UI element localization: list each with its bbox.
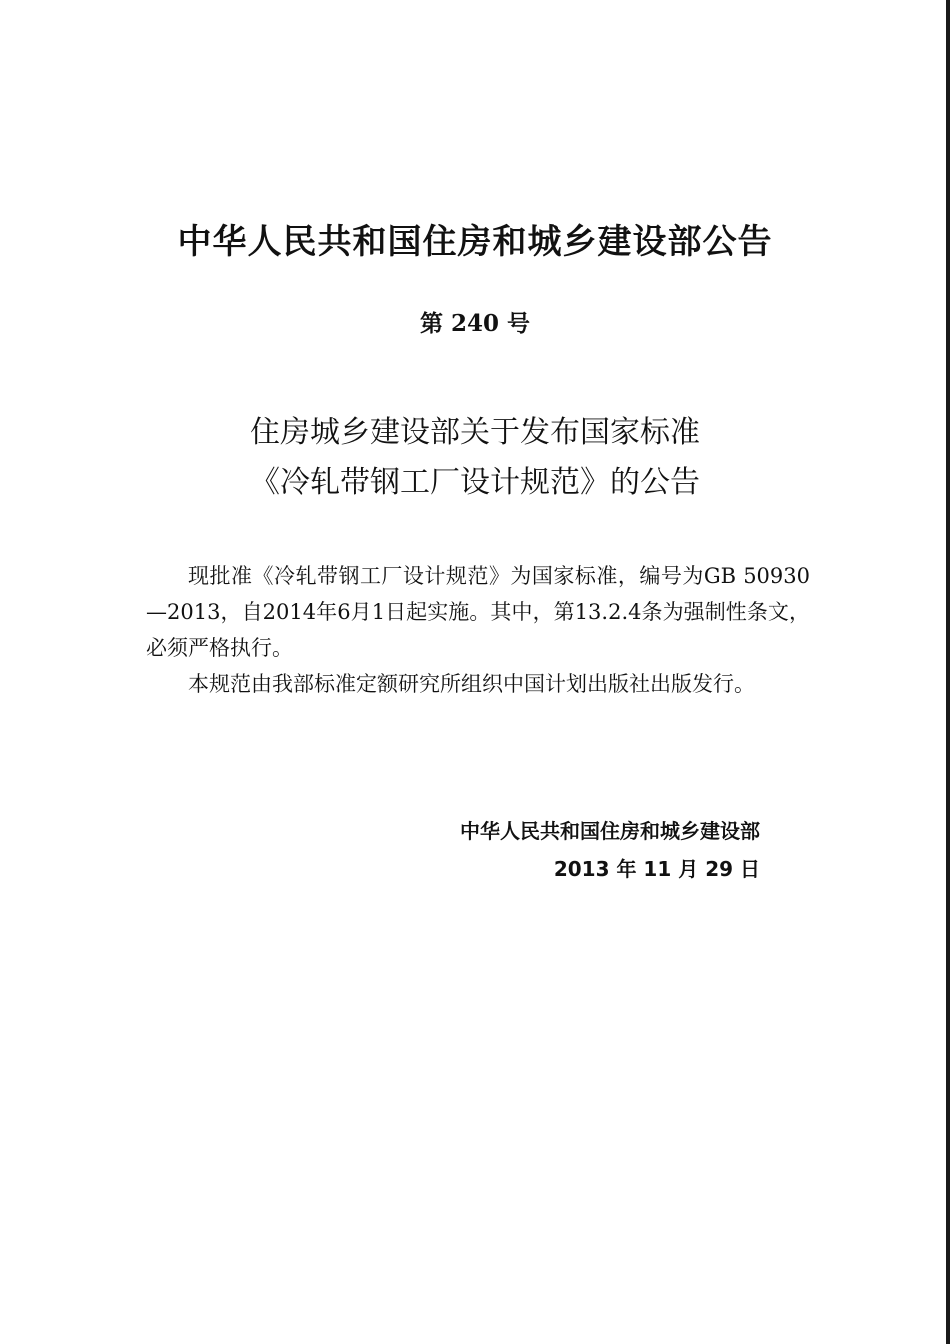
signature-block bbox=[460, 812, 760, 888]
body-paragraph-2: 本规范由我部标准定额研究所组织中国计划出版社出版发行。 bbox=[188, 672, 755, 696]
notice-body bbox=[146, 558, 810, 702]
heading-line-2: 《冷轧带钢工厂设计规范》的公告 bbox=[250, 465, 700, 500]
body-paragraph-1: 现批准《冷轧带钢工厂设计规范》为国家标准，编号为GB 50930—2013，自2014年6月1日起实施。其中，第13.2.4条为强制性条文，必须严格执行。 bbox=[146, 564, 810, 660]
issuer-name: 中华人民共和国住房和城乡建设部 bbox=[460, 819, 760, 843]
document-heading bbox=[0, 408, 950, 508]
notice-number: 第 240 号 bbox=[419, 310, 531, 337]
issue-date: 2013 年 11 月 29 日 bbox=[553, 857, 760, 881]
heading-line-1: 住房城乡建设部关于发布国家标准 bbox=[250, 415, 700, 450]
notice-title: 中华人民共和国住房和城乡建设部公告 bbox=[177, 222, 773, 262]
page-edge bbox=[946, 0, 950, 1344]
